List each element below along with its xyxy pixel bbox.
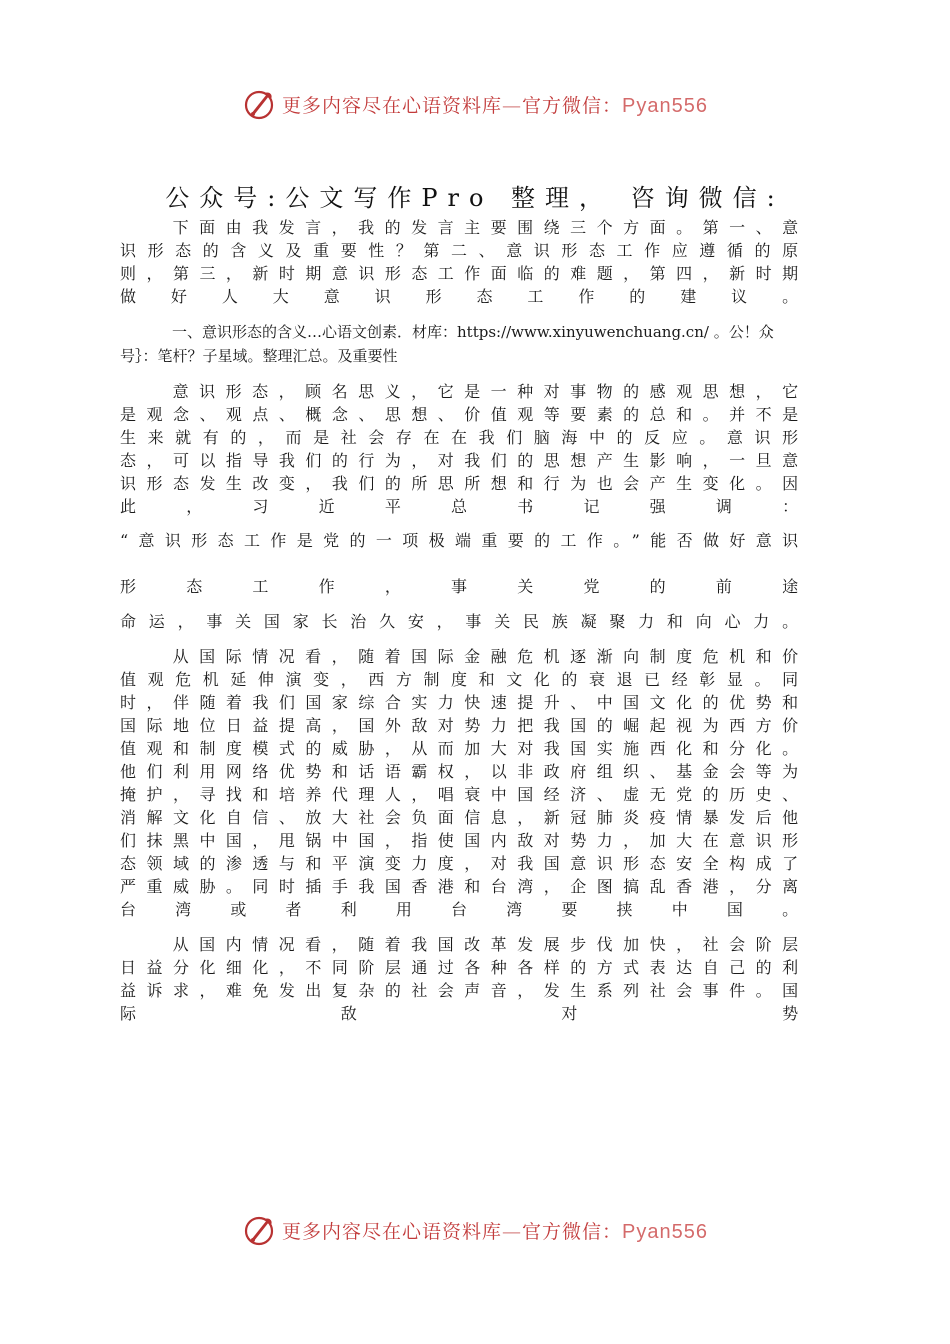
- quill-logo-icon: [242, 87, 276, 121]
- paragraph-quote-end: 命运，事关国家长治久安，事关民族凝聚力和向心力。: [120, 612, 808, 631]
- document-title: 公众号:公文写作Pro 整理， 咨询微信:: [165, 184, 785, 212]
- footer-banner: [0, 1210, 950, 1250]
- quill-logo-icon: [242, 1213, 276, 1247]
- paragraph-intro: 下面由我发言，我的发言主要围绕三个方面。第一、意识形态的含义及重要性？第二、意识形态工作应遵循的原则，第三，新时期意识形态工作面临的难题，第四，新时期做好人大意识形态工作的建议。: [120, 218, 808, 306]
- paragraph-international: 从国际情况看，随着国际金融危机逐渐向制度危机和价值观危机延伸演变，西方制度和文化的衰退已经彰显。同时，伴随着我们国家综合实力快速提升、中国文化的优势和国际地位日益提高，国外敌对势力把我国的崛起视为西方价值观和制度模式的威胁，从而加大对我国实施西化和分化。他们利用网络优势和话语霸权，以非政府组织、基金会等为掩护，寻找和培养代理人，唱衰中国经济、虚无党的历史、消解文化自信、放大社会负面信息，新冠肺炎疫情暴发后他们抹黑中国，甩锅中国，指使国内敌对势力，加大在意识形态领域的渗透与和平演变力度，对我国意识形态安全构成了严重威胁。同时插手我国香港和台湾，企图搞乱香港，分离台湾或者利用台湾要挟中国。: [120, 647, 808, 919]
- document-body: [120, 216, 808, 1025]
- header-banner: [0, 84, 950, 124]
- paragraph-domestic: 从国内情况看，随着我国改革发展步伐加快，社会阶层日益分化细化，不同阶层通过各种各样的方式表达自己的利益诉求，难免发出复杂的社会声音，发生系列社会事件。国际敌对势: [120, 935, 808, 1023]
- paragraph-definition: 意识形态，顾名思义，它是一种对事物的感观思想，它是观念、观点、概念、思想、价值观等要素的总和。并不是生来就有的，而是社会存在在我们脑海中的反应。意识形态，可以指导我们的行为，对我们的思想产生影响，一旦意识形态发生改变，我们的所思所想和行为也会产生变化。因此，习近平总书记强调：: [120, 382, 808, 516]
- paragraph-quote: “意识形态工作是党的一项极端重要的工作。”能否做好意识形态工作，事关党的前途: [120, 531, 808, 596]
- banner-text: 更多内容尽在心语资料库—官方微信：Pyan556: [282, 94, 708, 117]
- banner-text: 更多内容尽在心语资料库—官方微信：Pyan556: [282, 1220, 708, 1243]
- paragraph-section-heading: 一、意识形态的含义…心语文创素．材库：https://www.xinyuwenchuang.cn/ 。公！众号｝：笔杆？子星域。整理汇总。及重要性: [120, 323, 774, 365]
